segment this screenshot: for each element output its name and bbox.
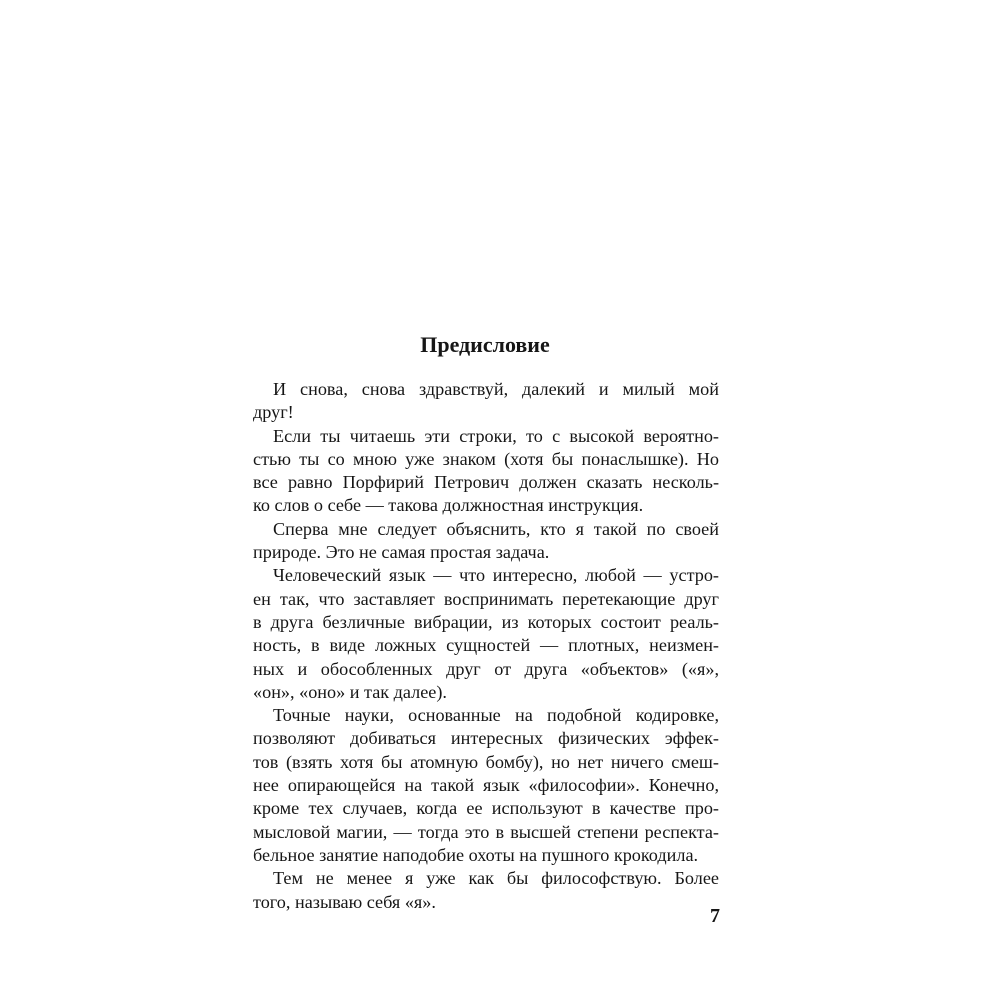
text-line: позволяют добиваться интересных физических эффек- <box>253 728 719 749</box>
text-line: нее опирающейся на такой язык «философии». Конечно, <box>253 775 719 796</box>
text-line: ко слов о себе — такова должностная инструкция. <box>253 495 644 516</box>
text-line: «он», «оно» и так далее). <box>253 681 447 702</box>
text-line: ных и обособленных друг от друга «объектов» («я», <box>253 658 719 679</box>
text-line: стью ты со мною уже знаком (хотя бы понаслышке). Но <box>253 448 719 469</box>
text-line: друг! <box>253 402 294 423</box>
text-line: тов (взять хотя бы атомную бомбу), но нет ничего смеш- <box>253 751 719 772</box>
body-text <box>253 378 719 914</box>
text-line: Сперва мне следует объяснить, кто я такой по своей <box>273 518 719 539</box>
text-line: кроме тех случаев, когда ее используют в качестве про- <box>253 798 719 819</box>
text-line: мысловой магии, — тогда это в высшей степени респекта- <box>253 821 719 842</box>
text-line: ность, в виде ложных сущностей — плотных, неизмен- <box>253 635 719 656</box>
page-number: 7 <box>710 905 720 927</box>
text-line: И снова, снова здравствуй, далекий и милый мой <box>273 379 719 399</box>
text-line: бельное занятие наподобие охоты на пушного крокодила. <box>253 844 699 865</box>
text-line: Человеческий язык — что интересно, любой — устро- <box>273 565 719 586</box>
text-line: природе. Это не самая простая задача. <box>253 542 550 563</box>
page-title: Предисловие <box>420 332 550 357</box>
text-line: Тем не менее я уже как бы философствую. Более <box>273 868 719 889</box>
text-line: в друга безличные вибрации, из которых состоит реаль- <box>253 611 719 632</box>
text-line: Точные науки, основанные на подобной кодировке, <box>273 705 719 726</box>
text-line: того, называю себя «я». <box>253 891 436 912</box>
text-line: Если ты читаешь эти строки, то с высокой вероятно- <box>273 425 719 446</box>
text-line: ен так, что заставляет воспринимать перетекающие друг <box>253 588 719 609</box>
text-line: все равно Порфирий Петрович должен сказать несколь- <box>253 472 719 493</box>
